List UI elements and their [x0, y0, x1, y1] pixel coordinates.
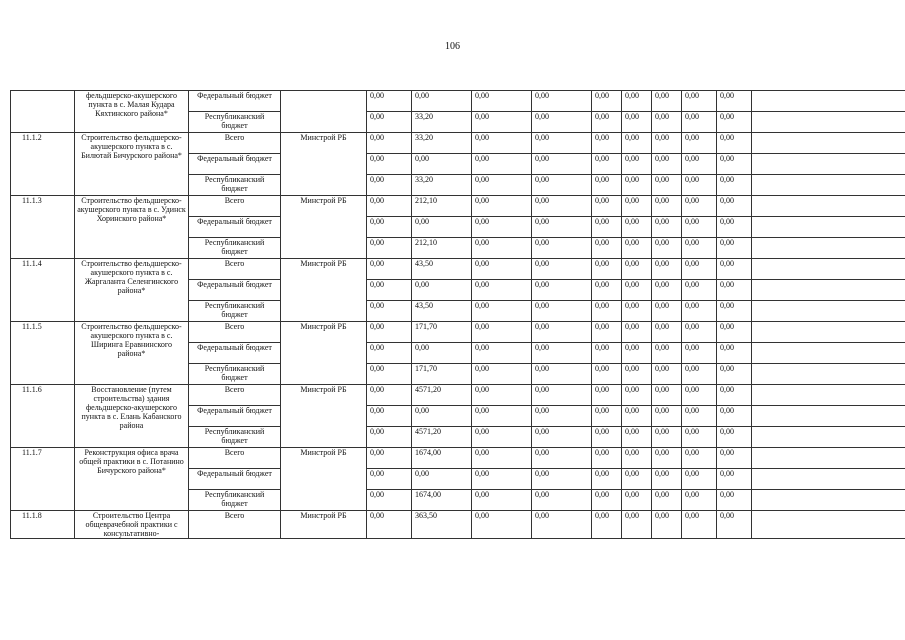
value-cell: 0,00 [472, 238, 532, 259]
value-cell: 0,00 [682, 364, 717, 385]
value-cell: 0,00 [472, 301, 532, 322]
value-cell: 0,00 [682, 154, 717, 175]
value-cell: 212,10 [412, 196, 472, 217]
page-number: 106 [445, 41, 460, 52]
value-cell: 0,00 [682, 406, 717, 427]
value-cell: 0,00 [682, 385, 717, 406]
value-cell: 0,00 [682, 511, 717, 539]
value-cell: 0,00 [472, 154, 532, 175]
value-cell: 0,00 [717, 112, 752, 133]
value-cell: 0,00 [652, 259, 682, 280]
funding-source: Всего [189, 448, 281, 469]
value-cell: 0,00 [592, 238, 622, 259]
value-cell: 0,00 [622, 364, 652, 385]
value-cell: 0,00 [532, 196, 592, 217]
value-cell: 0,00 [532, 448, 592, 469]
value-cell: 0,00 [412, 469, 472, 490]
value-cell: 0,00 [472, 364, 532, 385]
value-cell: 0,00 [592, 385, 622, 406]
value-cell: 0,00 [472, 133, 532, 154]
value-cell: 0,00 [532, 112, 592, 133]
funding-source: Республиканский бюджет [189, 490, 281, 511]
value-cell: 0,00 [367, 175, 412, 196]
value-cell: 0,00 [652, 364, 682, 385]
result-cell [752, 364, 905, 385]
value-cell: 4571,20 [412, 427, 472, 448]
result-cell [752, 469, 905, 490]
funding-source: Республиканский бюджет [189, 175, 281, 196]
value-cell: 0,00 [717, 196, 752, 217]
value-cell: 0,00 [592, 301, 622, 322]
value-cell: 0,00 [652, 406, 682, 427]
value-cell: 0,00 [367, 259, 412, 280]
value-cell: 4571,20 [412, 385, 472, 406]
value-cell: 0,00 [367, 196, 412, 217]
result-cell [752, 343, 905, 364]
item-name: Строительство фельдшерско-акушерского пункта в с. Удинск Хоринского района* [75, 196, 189, 259]
value-cell: 0,00 [622, 238, 652, 259]
funding-source: Республиканский бюджет [189, 238, 281, 259]
value-cell: 0,00 [472, 385, 532, 406]
funding-source: Федеральный бюджет [189, 343, 281, 364]
funding-source: Республиканский бюджет [189, 301, 281, 322]
value-cell: 0,00 [532, 154, 592, 175]
value-cell: 0,00 [622, 343, 652, 364]
funding-source: Федеральный бюджет [189, 91, 281, 112]
value-cell: 0,00 [472, 112, 532, 133]
result-cell [752, 196, 905, 217]
table-row [11, 322, 905, 343]
budget-table [10, 90, 905, 539]
funding-source: Всего [189, 196, 281, 217]
funding-source: Федеральный бюджет [189, 280, 281, 301]
table-row [11, 259, 905, 280]
executor [281, 91, 367, 133]
value-cell: 33,20 [412, 175, 472, 196]
value-cell: 0,00 [622, 196, 652, 217]
table-body [11, 91, 905, 539]
value-cell: 0,00 [717, 511, 752, 539]
value-cell: 0,00 [717, 91, 752, 112]
value-cell: 0,00 [622, 322, 652, 343]
value-cell: 0,00 [717, 133, 752, 154]
value-cell: 0,00 [682, 175, 717, 196]
result-cell [752, 259, 905, 280]
funding-source: Всего [189, 322, 281, 343]
value-cell: 0,00 [472, 91, 532, 112]
executor: Минстрой РБ [281, 448, 367, 511]
value-cell: 0,00 [622, 259, 652, 280]
value-cell: 0,00 [367, 343, 412, 364]
value-cell: 0,00 [412, 154, 472, 175]
value-cell: 0,00 [622, 91, 652, 112]
executor: Минстрой РБ [281, 259, 367, 322]
item-code: 11.1.6 [11, 385, 75, 448]
item-code: 11.1.4 [11, 259, 75, 322]
value-cell: 0,00 [622, 427, 652, 448]
item-name: Реконструкция офиса врача общей практики в с. Потанино Бичурского района* [75, 448, 189, 511]
value-cell: 0,00 [367, 406, 412, 427]
value-cell: 0,00 [472, 427, 532, 448]
value-cell: 0,00 [367, 280, 412, 301]
value-cell: 0,00 [652, 280, 682, 301]
value-cell: 0,00 [592, 196, 622, 217]
result-cell [752, 490, 905, 511]
value-cell: 0,00 [412, 217, 472, 238]
result-cell [752, 238, 905, 259]
value-cell: 0,00 [367, 469, 412, 490]
result-cell [752, 427, 905, 448]
value-cell: 0,00 [717, 364, 752, 385]
value-cell: 0,00 [622, 175, 652, 196]
value-cell: 0,00 [652, 490, 682, 511]
value-cell: 0,00 [592, 406, 622, 427]
value-cell: 0,00 [622, 154, 652, 175]
value-cell: 0,00 [652, 112, 682, 133]
funding-source: Федеральный бюджет [189, 406, 281, 427]
value-cell: 0,00 [592, 91, 622, 112]
value-cell: 0,00 [717, 280, 752, 301]
value-cell: 0,00 [532, 238, 592, 259]
value-cell: 0,00 [717, 448, 752, 469]
result-cell [752, 385, 905, 406]
value-cell: 0,00 [532, 280, 592, 301]
funding-source: Всего [189, 133, 281, 154]
value-cell: 0,00 [622, 490, 652, 511]
value-cell: 0,00 [472, 490, 532, 511]
executor: Минстрой РБ [281, 511, 367, 539]
value-cell: 0,00 [532, 364, 592, 385]
value-cell: 0,00 [717, 175, 752, 196]
value-cell: 0,00 [622, 511, 652, 539]
value-cell: 0,00 [592, 175, 622, 196]
funding-source: Федеральный бюджет [189, 154, 281, 175]
table-row [11, 448, 905, 469]
funding-source: Республиканский бюджет [189, 112, 281, 133]
table-row [11, 385, 905, 406]
value-cell: 0,00 [592, 469, 622, 490]
value-cell: 0,00 [652, 448, 682, 469]
value-cell: 0,00 [532, 490, 592, 511]
table-row [11, 91, 905, 112]
value-cell: 0,00 [412, 91, 472, 112]
value-cell: 0,00 [592, 322, 622, 343]
value-cell: 212,10 [412, 238, 472, 259]
value-cell: 0,00 [622, 301, 652, 322]
value-cell: 0,00 [592, 490, 622, 511]
value-cell: 0,00 [367, 301, 412, 322]
result-cell [752, 133, 905, 154]
value-cell: 0,00 [717, 469, 752, 490]
value-cell: 0,00 [367, 238, 412, 259]
value-cell: 0,00 [367, 364, 412, 385]
result-cell [752, 511, 905, 539]
value-cell: 1674,00 [412, 448, 472, 469]
value-cell: 0,00 [682, 322, 717, 343]
value-cell: 0,00 [717, 406, 752, 427]
result-cell [752, 112, 905, 133]
value-cell: 0,00 [367, 427, 412, 448]
value-cell: 0,00 [717, 385, 752, 406]
value-cell: 0,00 [592, 343, 622, 364]
value-cell: 0,00 [717, 322, 752, 343]
value-cell: 0,00 [532, 133, 592, 154]
funding-source: Федеральный бюджет [189, 469, 281, 490]
value-cell: 0,00 [532, 322, 592, 343]
value-cell: 1674,00 [412, 490, 472, 511]
value-cell: 0,00 [532, 469, 592, 490]
item-code: 11.1.2 [11, 133, 75, 196]
value-cell: 0,00 [652, 322, 682, 343]
value-cell: 0,00 [472, 196, 532, 217]
value-cell: 0,00 [652, 175, 682, 196]
item-name: Строительство Центра общеврачебной практики с консультативно- [75, 511, 189, 539]
value-cell: 0,00 [682, 217, 717, 238]
result-cell [752, 322, 905, 343]
value-cell: 0,00 [472, 406, 532, 427]
value-cell: 0,00 [367, 490, 412, 511]
item-code: 11.1.7 [11, 448, 75, 511]
value-cell: 0,00 [622, 448, 652, 469]
value-cell: 0,00 [592, 448, 622, 469]
item-code [11, 91, 75, 133]
result-cell [752, 448, 905, 469]
value-cell: 0,00 [652, 133, 682, 154]
value-cell: 0,00 [592, 133, 622, 154]
item-name: Строительство фельдшерско-акушерского пункта в с. Билютай Бичурского района* [75, 133, 189, 196]
value-cell: 0,00 [682, 196, 717, 217]
value-cell: 0,00 [622, 133, 652, 154]
value-cell: 171,70 [412, 322, 472, 343]
funding-source: Республиканский бюджет [189, 364, 281, 385]
value-cell: 0,00 [412, 343, 472, 364]
value-cell: 0,00 [682, 469, 717, 490]
value-cell: 0,00 [652, 427, 682, 448]
item-name: Строительство фельдшерско-акушерского пункта в с. Ширинга Еравнинского района* [75, 322, 189, 385]
funding-source: Республиканский бюджет [189, 427, 281, 448]
result-cell [752, 217, 905, 238]
value-cell: 0,00 [622, 385, 652, 406]
value-cell: 0,00 [412, 280, 472, 301]
value-cell: 0,00 [652, 511, 682, 539]
item-code: 11.1.3 [11, 196, 75, 259]
result-cell [752, 280, 905, 301]
value-cell: 0,00 [622, 406, 652, 427]
value-cell: 33,20 [412, 133, 472, 154]
value-cell: 0,00 [652, 385, 682, 406]
value-cell: 0,00 [472, 217, 532, 238]
value-cell: 0,00 [532, 385, 592, 406]
value-cell: 0,00 [717, 490, 752, 511]
value-cell: 0,00 [592, 280, 622, 301]
value-cell: 0,00 [532, 91, 592, 112]
value-cell: 0,00 [682, 427, 717, 448]
value-cell: 0,00 [472, 280, 532, 301]
value-cell: 0,00 [682, 301, 717, 322]
value-cell: 0,00 [367, 385, 412, 406]
value-cell: 0,00 [592, 217, 622, 238]
value-cell: 0,00 [652, 469, 682, 490]
value-cell: 0,00 [472, 175, 532, 196]
value-cell: 0,00 [717, 238, 752, 259]
value-cell: 0,00 [622, 217, 652, 238]
table-row [11, 133, 905, 154]
value-cell: 0,00 [652, 154, 682, 175]
value-cell: 0,00 [682, 259, 717, 280]
value-cell: 0,00 [652, 217, 682, 238]
value-cell: 0,00 [682, 280, 717, 301]
value-cell: 0,00 [652, 301, 682, 322]
value-cell: 0,00 [622, 469, 652, 490]
value-cell: 0,00 [472, 469, 532, 490]
item-name: фельдшерско-акушерского пункта в с. Малая Кудара Кяхтинского района* [75, 91, 189, 133]
table-row [11, 511, 905, 539]
funding-source: Федеральный бюджет [189, 217, 281, 238]
executor: Минстрой РБ [281, 385, 367, 448]
value-cell: 0,00 [532, 217, 592, 238]
value-cell: 0,00 [682, 91, 717, 112]
value-cell: 43,50 [412, 301, 472, 322]
value-cell: 0,00 [592, 364, 622, 385]
value-cell: 0,00 [717, 154, 752, 175]
value-cell: 0,00 [532, 301, 592, 322]
value-cell: 0,00 [367, 322, 412, 343]
value-cell: 0,00 [367, 448, 412, 469]
result-cell [752, 154, 905, 175]
value-cell: 0,00 [682, 448, 717, 469]
value-cell: 0,00 [367, 91, 412, 112]
item-code: 11.1.5 [11, 322, 75, 385]
value-cell: 0,00 [717, 217, 752, 238]
value-cell: 0,00 [717, 427, 752, 448]
executor: Минстрой РБ [281, 133, 367, 196]
value-cell: 0,00 [532, 175, 592, 196]
value-cell: 0,00 [472, 259, 532, 280]
value-cell: 0,00 [592, 112, 622, 133]
value-cell: 0,00 [592, 511, 622, 539]
value-cell: 0,00 [652, 196, 682, 217]
value-cell: 0,00 [412, 406, 472, 427]
value-cell: 0,00 [472, 343, 532, 364]
value-cell: 33,20 [412, 112, 472, 133]
value-cell: 0,00 [472, 511, 532, 539]
value-cell: 0,00 [622, 280, 652, 301]
item-name: Строительство фельдшерско-акушерского пункта в с. Жаргаланта Селенгинского района* [75, 259, 189, 322]
value-cell: 0,00 [717, 259, 752, 280]
value-cell: 0,00 [592, 427, 622, 448]
result-cell [752, 406, 905, 427]
result-cell [752, 91, 905, 112]
funding-source: Всего [189, 259, 281, 280]
item-name: Восстановление (путем строительства) здания фельдшерско-акушерского пункта в с. Елань Кабанского района [75, 385, 189, 448]
value-cell: 0,00 [652, 238, 682, 259]
value-cell: 0,00 [652, 91, 682, 112]
result-cell [752, 301, 905, 322]
funding-source: Всего [189, 511, 281, 539]
item-code: 11.1.8 [11, 511, 75, 539]
executor: Минстрой РБ [281, 322, 367, 385]
value-cell: 0,00 [652, 343, 682, 364]
value-cell: 363,50 [412, 511, 472, 539]
value-cell: 0,00 [367, 133, 412, 154]
executor: Минстрой РБ [281, 196, 367, 259]
value-cell: 0,00 [367, 154, 412, 175]
value-cell: 171,70 [412, 364, 472, 385]
value-cell: 0,00 [592, 259, 622, 280]
value-cell: 0,00 [532, 343, 592, 364]
value-cell: 0,00 [682, 490, 717, 511]
value-cell: 0,00 [472, 322, 532, 343]
value-cell: 0,00 [622, 112, 652, 133]
value-cell: 0,00 [532, 511, 592, 539]
value-cell: 0,00 [367, 511, 412, 539]
value-cell: 43,50 [412, 259, 472, 280]
value-cell: 0,00 [682, 112, 717, 133]
funding-source: Всего [189, 385, 281, 406]
table-row [11, 196, 905, 217]
value-cell: 0,00 [532, 427, 592, 448]
result-cell [752, 175, 905, 196]
value-cell: 0,00 [367, 217, 412, 238]
value-cell: 0,00 [532, 406, 592, 427]
value-cell: 0,00 [717, 301, 752, 322]
value-cell: 0,00 [367, 112, 412, 133]
value-cell: 0,00 [532, 259, 592, 280]
value-cell: 0,00 [682, 343, 717, 364]
value-cell: 0,00 [472, 448, 532, 469]
value-cell: 0,00 [682, 238, 717, 259]
value-cell: 0,00 [717, 343, 752, 364]
value-cell: 0,00 [592, 154, 622, 175]
value-cell: 0,00 [682, 133, 717, 154]
